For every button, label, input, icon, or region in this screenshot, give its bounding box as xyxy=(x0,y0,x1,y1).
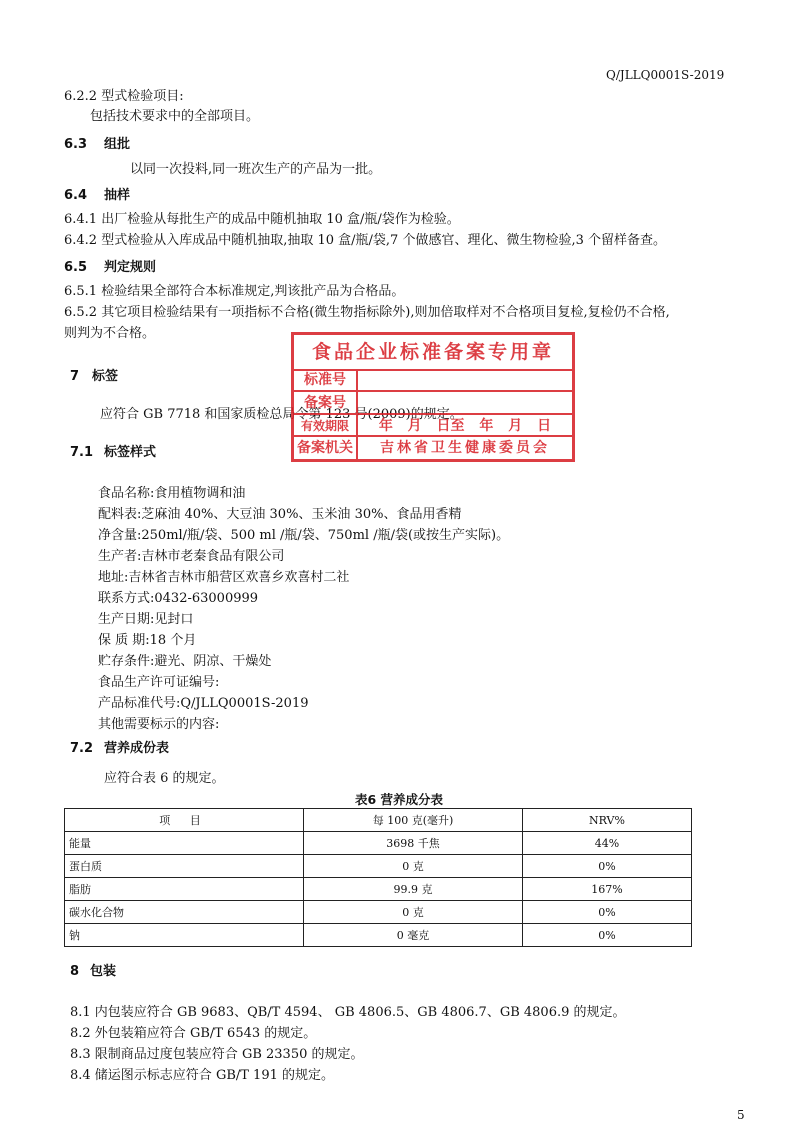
label-line: 食品名称:食用植物调和油 xyxy=(98,486,246,501)
table-cell: 碳水化合物 xyxy=(65,901,304,924)
section-6-4-2: 6.4.2 型式检验从入库成品中随机抽取,抽取 10 盒/瓶/袋,7 个做感官、理化、微生物检验,3 个留样备查。 xyxy=(64,233,666,248)
section-6-4-number: 6.4 xyxy=(64,188,88,203)
section-6-5-title: 判定规则 xyxy=(104,260,157,275)
table-cell: 0% xyxy=(523,855,692,878)
label-line: 保 质 期:18 个月 xyxy=(98,633,197,648)
nutrition-table xyxy=(64,808,692,947)
section-6-2-2-heading: 6.2.2 型式检验项目: xyxy=(64,89,184,104)
stamp-value xyxy=(358,369,572,390)
label-line: 食品生产许可证编号: xyxy=(98,675,220,690)
table-cell: 蛋白质 xyxy=(65,855,304,878)
stamp-label: 备案号 xyxy=(294,392,358,413)
section-8-1: 8.1 内包装应符合 GB 9683、QB/T 4594、 GB 4806.5、GB 4806.7、GB 4806.9 的规定。 xyxy=(70,1005,626,1020)
stamp-value: 吉林省卫生健康委员会 xyxy=(380,440,550,456)
section-6-3-number: 6.3 xyxy=(64,137,88,152)
section-6-5-2-line2: 则判为不合格。 xyxy=(64,326,156,341)
table-cell: 0% xyxy=(523,924,692,947)
table-cell: 能量 xyxy=(65,832,304,855)
section-6-4-title: 抽样 xyxy=(104,188,131,203)
table-row xyxy=(65,924,692,947)
table-cell: 0 克 xyxy=(304,855,523,878)
section-8-2: 8.2 外包装箱应符合 GB/T 6543 的规定。 xyxy=(70,1026,317,1041)
label-line: 净含量:250ml/瓶/袋、500 ml /瓶/袋、750ml /瓶/袋(或按生产实际)。 xyxy=(98,528,510,543)
label-line: 生产日期:见封口 xyxy=(98,612,194,627)
section-7-2-body: 应符合表 6 的规定。 xyxy=(104,771,225,786)
section-7-title: 标签 xyxy=(92,369,119,384)
column-header: 项 目 xyxy=(65,809,304,832)
table-cell: 3698 千焦 xyxy=(304,832,523,855)
column-header: NRV% xyxy=(523,809,692,832)
section-8-3: 8.3 限制商品过度包装应符合 GB 23350 的规定。 xyxy=(70,1047,364,1062)
column-header: 每 100 克(毫升) xyxy=(304,809,523,832)
page-number: 5 xyxy=(737,1108,745,1122)
section-7-number: 7 xyxy=(70,369,80,384)
label-line: 产品标准代号:Q/JLLQ0001S-2019 xyxy=(98,696,309,711)
table-row xyxy=(65,878,692,901)
stamp-value: 年 月 日至 年 月 日 xyxy=(378,418,552,434)
table-cell: 0 毫克 xyxy=(304,924,523,947)
table-cell: 167% xyxy=(523,878,692,901)
stamp-label: 备案机关 xyxy=(294,437,358,459)
stamp-row-filing-no xyxy=(294,392,572,415)
label-line: 配料表:芝麻油 40%、大豆油 30%、玉米油 30%、食品用香精 xyxy=(98,507,462,522)
table-cell: 44% xyxy=(523,832,692,855)
label-line: 贮存条件:避光、阴凉、干燥处 xyxy=(98,654,272,669)
label-line: 其他需要标示的内容: xyxy=(98,717,220,732)
table-row xyxy=(65,855,692,878)
section-8-4: 8.4 储运图示标志应符合 GB/T 191 的规定。 xyxy=(70,1068,335,1083)
section-6-3-body: 以同一次投料,同一班次生产的产品为一批。 xyxy=(130,162,382,177)
table-cell: 脂肪 xyxy=(65,878,304,901)
section-8-title: 包装 xyxy=(90,964,117,979)
stamp-row-validity xyxy=(294,415,572,437)
section-6-4-1: 6.4.1 出厂检验从每批生产的成品中随机抽取 10 盒/瓶/袋作为检验。 xyxy=(64,212,460,227)
filing-stamp xyxy=(291,332,575,462)
section-7-1-title: 标签样式 xyxy=(104,445,157,460)
label-line: 地址:吉林省吉林市船营区欢喜乡欢喜村二社 xyxy=(98,570,350,585)
stamp-label: 有效期限 xyxy=(294,415,358,435)
stamp-label: 标准号 xyxy=(294,369,358,390)
section-6-5-2-line1: 6.5.2 其它项目检验结果有一项指标不合格(微生物指标除外),则加倍取样对不合格项目复检,复检仍不合格, xyxy=(64,305,670,320)
section-6-5-number: 6.5 xyxy=(64,260,88,275)
table-cell: 0% xyxy=(523,901,692,924)
section-7-2-number: 7.2 xyxy=(70,741,94,756)
stamp-row-authority xyxy=(294,437,572,459)
table-header-row xyxy=(65,809,692,832)
section-6-3-title: 组批 xyxy=(104,137,131,152)
table-caption: 表6 营养成分表 xyxy=(355,792,444,807)
section-6-2-2-body: 包括技术要求中的全部项目。 xyxy=(90,109,260,124)
section-7-2-title: 营养成份表 xyxy=(104,741,170,756)
table-cell: 99.9 克 xyxy=(304,878,523,901)
stamp-title: 食品企业标准备案专用章 xyxy=(294,335,572,371)
section-7-body: 应符合 GB 7718 和国家质检总局令第 123 号(2009)的规定。 xyxy=(100,407,463,422)
table-row xyxy=(65,901,692,924)
table-cell: 0 克 xyxy=(304,901,523,924)
table-cell: 钠 xyxy=(65,924,304,947)
doc-code-header: Q/JLLQ0001S-2019 xyxy=(606,68,725,82)
table-row xyxy=(65,832,692,855)
stamp-row-standard-no xyxy=(294,369,572,392)
label-line: 联系方式:0432-63000999 xyxy=(98,591,259,606)
section-7-1-number: 7.1 xyxy=(70,445,94,460)
label-line: 生产者:吉林市老秦食品有限公司 xyxy=(98,549,285,564)
section-8-number: 8 xyxy=(70,964,80,979)
section-6-5-1: 6.5.1 检验结果全部符合本标准规定,判该批产品为合格品。 xyxy=(64,284,405,299)
stamp-value xyxy=(358,392,572,413)
